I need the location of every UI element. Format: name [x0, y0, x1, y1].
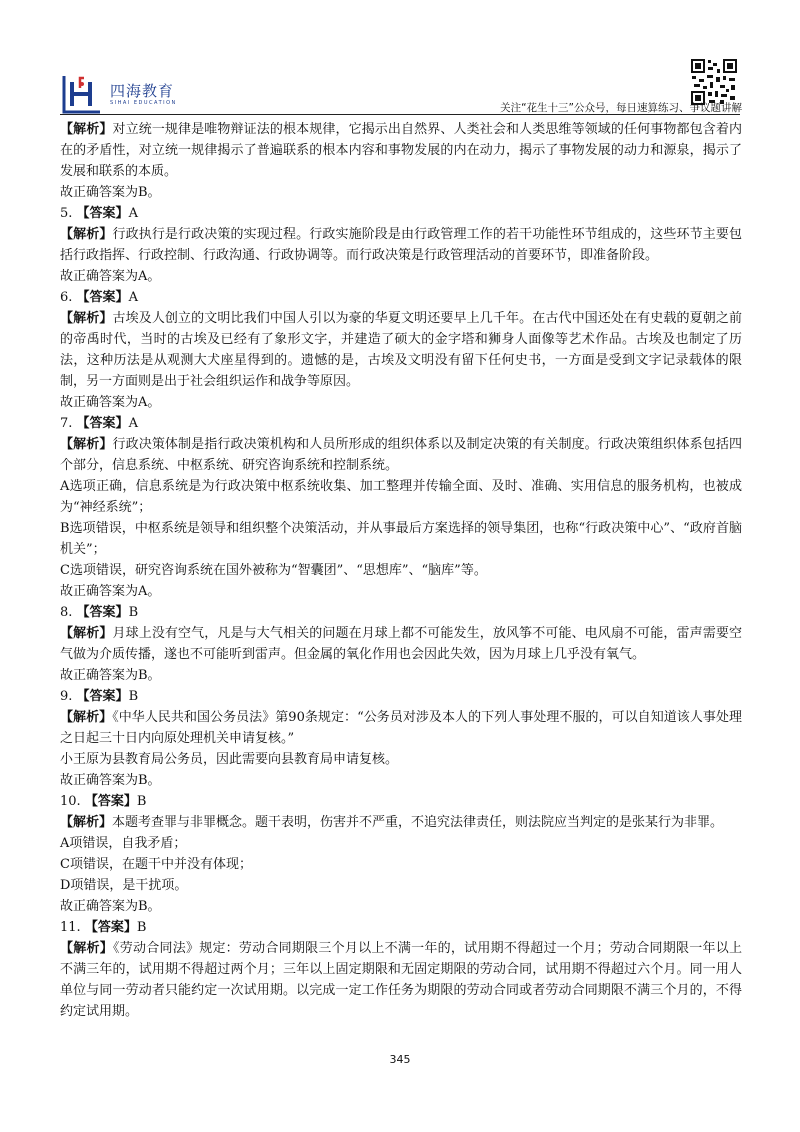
paragraph-text: 行政执行是行政决策的实现过程。行政实施阶段是由行政管理工作的若干功能性环节组成的，这些环节主要包括行政指挥、行政控制、行政沟通、行政协调等。而行政决策是行政管理活动的首要环节，即准备阶段。 [60, 227, 742, 263]
answer-line [60, 287, 742, 308]
text-line [60, 875, 742, 896]
paragraph-text: A选项正确，信息系统是为行政决策中枢系统收集、加工整理并传输全面、及时、准确、实用信息的服务机构，也被成为“神经系统”； [60, 479, 742, 515]
section-tag: 【解析】 [60, 941, 113, 956]
text-line [60, 182, 742, 203]
question-number: 6. [60, 290, 73, 305]
paragraph-text: 故正确答案为B。 [60, 668, 161, 683]
answer-line [60, 686, 742, 707]
text-line [60, 581, 742, 602]
page-number: 345 [389, 1053, 411, 1066]
text-line [60, 896, 742, 917]
section-tag: 【答案】 [76, 290, 129, 305]
paragraph-text: 故正确答案为A。 [60, 584, 161, 599]
section-tag: 【解析】 [60, 815, 113, 830]
paragraph-text: 月球上没有空气，凡是与大气相关的问题在月球上都不可能发生，放风筝不可能、电风扇不可能，雷声需要空气做为介质传播，遂也不可能听到雷声。但金属的氧化作用也会因此失效，因为月球上几乎没有氧气。 [60, 626, 742, 662]
text-line [60, 665, 742, 686]
paragraph-text: 本题考查罪与非罪概念。题干表明，伤害并不严重，不追究法律责任，则法院应当判定的是张某行为非罪。 [112, 815, 724, 830]
answer-explanations [60, 119, 742, 1022]
paragraph-text: 故正确答案为A。 [60, 269, 161, 284]
paragraph-text: 故正确答案为B。 [60, 185, 161, 200]
paragraph-text: B [136, 920, 147, 935]
explanation-paragraph [60, 119, 742, 182]
paragraph-text: B [128, 689, 139, 704]
text-line [60, 560, 742, 581]
explanation-paragraph [60, 434, 742, 476]
paragraph-text: 故正确答案为B。 [60, 773, 161, 788]
explanation-paragraph [60, 224, 742, 266]
question-number: 9. [60, 689, 73, 704]
question-number: 10. [60, 794, 81, 809]
section-tag: 【答案】 [76, 416, 129, 431]
header-tagline: 关注“花生十三”公众号，每日速算练习、争议题讲解 [500, 102, 742, 114]
question-number: 7. [60, 416, 73, 431]
logo-subtitle: SIHAI EDUCATION [110, 100, 177, 106]
question-number: 11. [60, 920, 81, 935]
paragraph-text: A [128, 206, 138, 221]
section-tag: 【解析】 [60, 437, 113, 452]
explanation-paragraph [60, 623, 742, 665]
paragraph-text: A项错误，自我矛盾； [60, 836, 187, 851]
explanation-paragraph [60, 308, 742, 392]
question-number: 8. [60, 605, 73, 620]
text-line [60, 476, 742, 518]
text-line [60, 770, 742, 791]
header-divider [60, 114, 740, 115]
text-line [60, 749, 742, 770]
section-tag: 【答案】 [76, 605, 129, 620]
answer-line [60, 917, 742, 938]
qr-code-icon [690, 58, 738, 106]
paragraph-text: C选项错误，研究咨询系统在国外被称为“智囊团”、“思想库”、“脑库”等。 [60, 563, 487, 578]
answer-line [60, 791, 742, 812]
section-tag: 【答案】 [76, 206, 129, 221]
section-tag: 【解析】 [60, 311, 113, 326]
section-tag: 【解析】 [60, 626, 113, 641]
text-line [60, 854, 742, 875]
paragraph-text: 《中华人民共和国公务员法》第90条规定：“公务员对涉及本人的下列人事处理不服的，可以自知道该人事处理之日起三十日内向原处理机关申请复核。” [60, 710, 742, 746]
section-tag: 【答案】 [76, 689, 129, 704]
paragraph-text: 对立统一规律是唯物辩证法的根本规律，它揭示出自然界、人类社会和人类思维等领域的任何事物都包含着内在的矛盾性，对立统一规律揭示了普遍联系的根本内容和事物发展的内在动力，揭示了事物发展的动力和源泉，揭示了发展和联系的本质。 [60, 122, 742, 179]
paragraph-text: 故正确答案为B。 [60, 899, 161, 914]
paragraph-text: A [128, 290, 138, 305]
text-line [60, 518, 742, 560]
paragraph-text: 古埃及人创立的文明比我们中国人引以为豪的华夏文明还要早上几千年。在古代中国还处在有史载的夏朝之前的帝禹时代，当时的古埃及已经有了象形文字，并建造了硕大的金字塔和狮身人面像等艺术作品。古埃及也制定了历法，这种历法是从观测大犬座星得到的。遗憾的是，古埃及文明没有留下任何史书，一方面是受到文字记录载体的限制，另一方面则是出于社会组织运作和战争等原因。 [60, 311, 742, 389]
paragraph-text: C项错误，在题干中并没有体现； [60, 857, 252, 872]
section-tag: 【解析】 [60, 122, 113, 137]
page-header [0, 0, 800, 118]
text-line [60, 266, 742, 287]
text-line [60, 392, 742, 413]
paragraph-text: A [128, 416, 138, 431]
paragraph-text: B选项错误，中枢系统是领导和组织整个决策活动，并从事最后方案选择的领导集团，也称“行政决策中心”、“政府首脑机关”； [60, 521, 742, 557]
section-tag: 【答案】 [84, 794, 137, 809]
text-line [60, 833, 742, 854]
logo-title: 四海教育 [110, 82, 175, 100]
answer-line [60, 602, 742, 623]
explanation-paragraph [60, 812, 742, 833]
explanation-paragraph [60, 707, 742, 749]
paragraph-text: B [128, 605, 139, 620]
question-number: 5. [60, 206, 73, 221]
logo-mark-icon [60, 72, 104, 116]
paragraph-text: 故正确答案为A。 [60, 395, 161, 410]
paragraph-text: B [136, 794, 147, 809]
logo [60, 72, 200, 116]
paragraph-text: 行政决策体制是指行政决策机构和人员所形成的组织体系以及制定决策的有关制度。行政决策组织体系包括四个部分，信息系统、中枢系统、研究咨询系统和控制系统。 [60, 437, 742, 473]
paragraph-text: 小王原为县教育局公务员，因此需要向县教育局申请复核。 [60, 752, 399, 767]
section-tag: 【解析】 [60, 227, 113, 242]
paragraph-text: 《劳动合同法》规定：劳动合同期限三个月以上不满一年的，试用期不得超过一个月；劳动合同期限一年以上不满三年的，试用期不得超过两个月；三年以上固定期限和无固定期限的劳动合同，试用期不得超过六个月。同一用人单位与同一劳动者只能约定一次试用期。以完成一定工作任务为期限的劳动合同或者劳动合同期限不满三个月的，不得约定试用期。 [60, 941, 742, 1019]
explanation-paragraph [60, 938, 742, 1022]
answer-line [60, 413, 742, 434]
paragraph-text: D项错误，是干扰项。 [60, 878, 188, 893]
section-tag: 【答案】 [84, 920, 137, 935]
answer-line [60, 203, 742, 224]
section-tag: 【解析】 [60, 710, 113, 725]
